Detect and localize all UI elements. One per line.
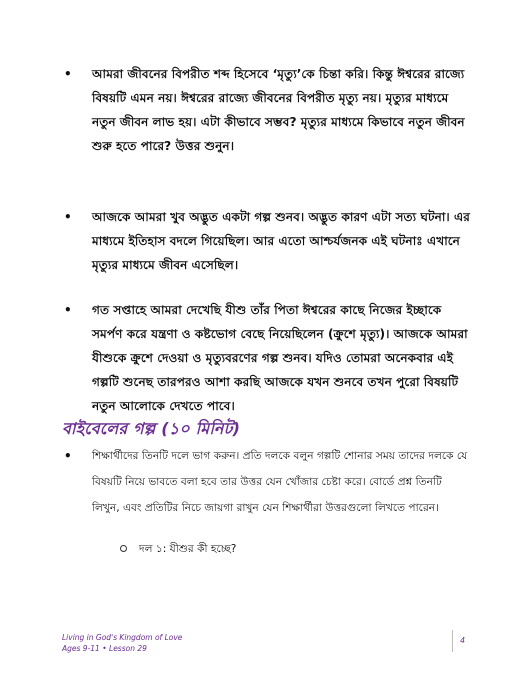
sub-list-item	[120, 537, 236, 561]
bullet-dot-icon: •	[64, 449, 72, 463]
sub-item-text: দল ১: যীশুর কী হচ্ছে?	[139, 543, 237, 555]
bullet-list-instructions	[62, 443, 470, 521]
list-item	[62, 205, 470, 277]
list-item	[62, 62, 470, 158]
bullet-list-2	[62, 205, 470, 277]
footer-title: Living in God's Kingdom of Love	[62, 633, 183, 642]
page-number: 4	[460, 636, 466, 645]
bullet-text: আজকে আমরা খুব অদ্ভুত একটা গল্প শুনব। অদ্ভুত কারণ এটা সত্য ঘটনা। এর মাধ্যমে ইতিহাস বদলে গিয়েছিল। আর এতো আশ্চর্যজনক এই ঘটনাঃ এখানে মৃত্যুর মাধ্যমে জীবন এসেছিল।	[92, 210, 470, 272]
list-item	[62, 443, 470, 521]
footer	[62, 632, 182, 654]
bullet-list-1	[62, 62, 470, 158]
footer-subtitle: Ages 9-11 • Lesson 29	[62, 644, 147, 653]
bullet-dot-icon: •	[64, 210, 72, 224]
footer-divider	[452, 630, 453, 652]
bullet-text: গত সপ্তাহে আমরা দেখেছি যীশু তাঁর পিতা ঈশ্বরের কাছে নিজের ইচ্ছাকে সমর্পণ করে যন্ত্রণা ও কষ্টভোগ বেছে নিয়েছিলেন (ক্রুশে মৃত্যু)। আজকে আমরা যীশুকে ক্রুশে দেওয়া ও মৃত্যুবরণের গল্প শুনব। যদিও তোমরা অনেকবার এই গল্পটি শুনেছ তারপরও আশা করছি আজকে যখন শুনবে তখন পুরো বিষয়টি নতুন আলোকে দেখতে পাবে।	[92, 303, 468, 413]
bullet-text: আমরা জীবনের বিপরীত শব্দ হিসেবে ‘মৃত্যু’কে চিন্তা করি। কিন্তু ঈশ্বরের রাজ্যে বিষয়টি এমন নয়। ঈশ্বরের রাজ্যে জীবনের বিপরীত মৃত্যু নয়। মৃত্যুর মাধ্যমে নতুন জীবন লাভ হয়। এটা কীভাবে সম্ভব? মৃত্যুর মাধ্যমে কিভাবে নতুন জীবন শুরু হতে পারে? উত্তর শুনুন।	[92, 67, 465, 153]
bullet-list-3	[62, 298, 470, 418]
instruction-text: শিক্ষার্থীদের তিনটি দলে ভাগ করুন। প্রতি দলকে বলুন গল্পটি শোনার সময় তাদের দলকে যে বিষয়টি নিয়ে ভাবতে বলা হবে তার উত্তর যেন খোঁজার চেষ্টা করে। বোর্ডে প্রশ্ন তিনটি লিখুন, এবং প্রতিটির নিচে জায়গা রাখুন যেন শিক্ষার্থীরা উত্তরগুলো লিখতে পারেন।	[92, 450, 468, 514]
bullet-dot-icon: •	[64, 67, 72, 81]
hollow-circle-bullet-icon	[120, 545, 127, 552]
bullet-dot-icon: •	[64, 303, 72, 317]
section-heading: বাইবেলের গল্প (১০ মিনিট)	[62, 419, 241, 438]
list-item	[62, 298, 470, 418]
